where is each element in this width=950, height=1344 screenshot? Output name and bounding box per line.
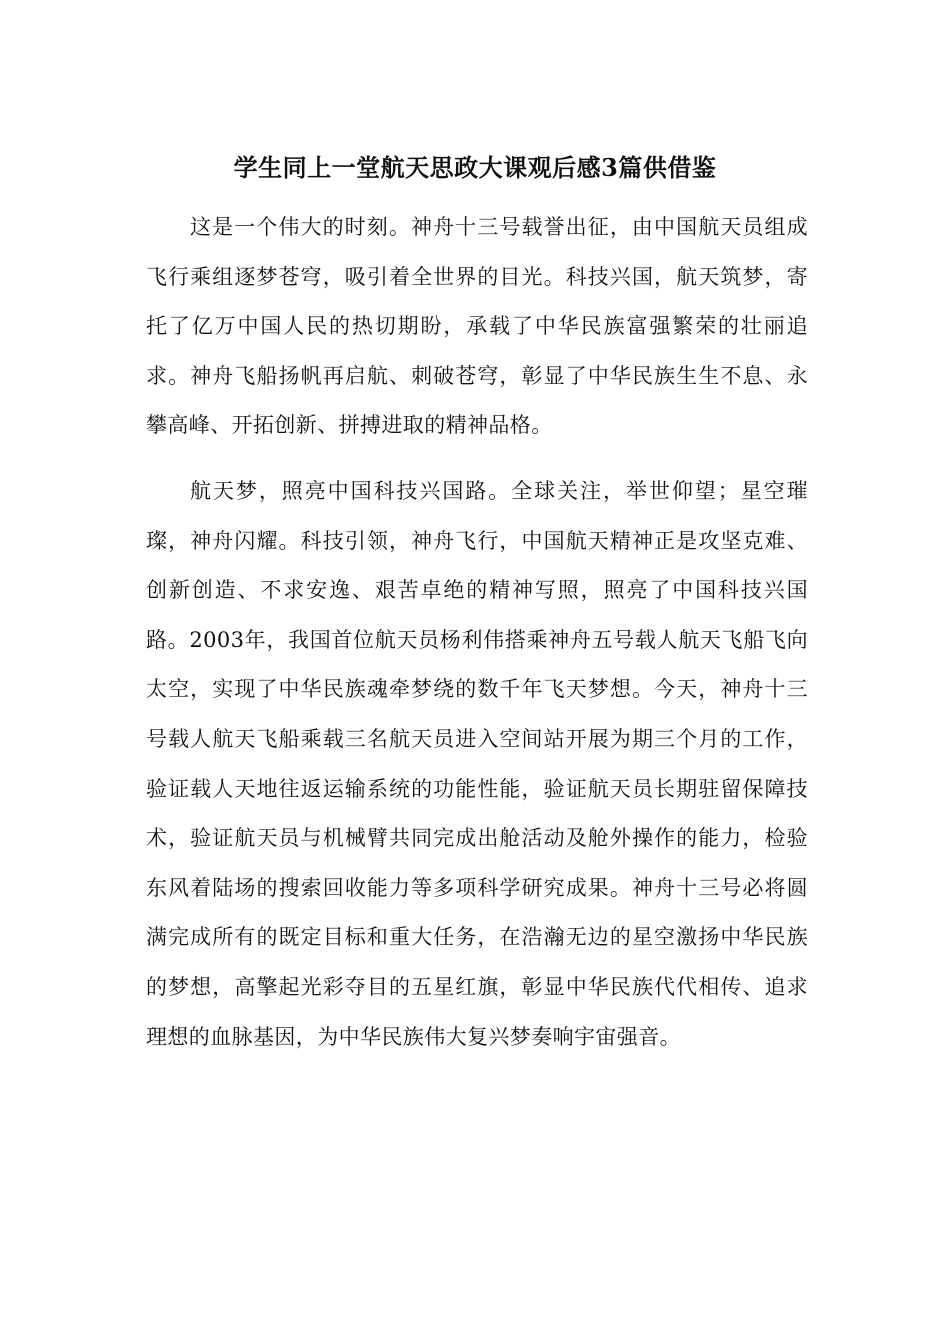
paragraph-1: 这是一个伟大的时刻。神舟十三号载誉出征，由中国航天员组成飞行乘组逐梦苍穹，吸引着全世界的目光。科技兴国，航天筑梦，寄托了亿万中国人民的热切期盼，承载了中华民族富强繁荣的壮丽追求。神舟飞船扬帆再启航、刺破苍穹，彰显了中华民族生生不息、永攀高峰、开拓创新、拼搏进取的精神品格。 [146,215,808,438]
paragraph-2: 航天梦，照亮中国科技兴国路。全球关注，举世仰望；星空璀璨，神舟闪耀。科技引领，神舟飞行，中国航天精神正是攻坚克难、创新创造、不求安逸、艰苦卓绝的精神写照，照亮了中国科技兴国路。2003年，我国首位航天员杨利伟搭乘神舟五号载人航天飞船飞向太空，实现了中华民族魂牵梦绕的数千年飞天梦想。今天，神舟十三号载人航天飞船乘载三名航天员进入空间站开展为期三个月的工作，验证载人天地往返运输系统的功能性能，验证航天员长期驻留保障技术，验证航天员与机械臂共同完成出舱活动及舱外操作的能力，检验东风着陆场的搜索回收能力等多项科学研究成果。神舟十三号必将圆满完成所有的既定目标和重大任务，在浩瀚无边的星空激扬中华民族的梦想，高擎起光彩夺目的五星红旗，彰显中华民族代代相传、追求理想的血脉基因，为中华民族伟大复兴梦奏响宇宙强音。 [146,479,808,1049]
document-title: 学生同上一堂航天思政大课观后感3篇供借鉴 [233,153,717,182]
